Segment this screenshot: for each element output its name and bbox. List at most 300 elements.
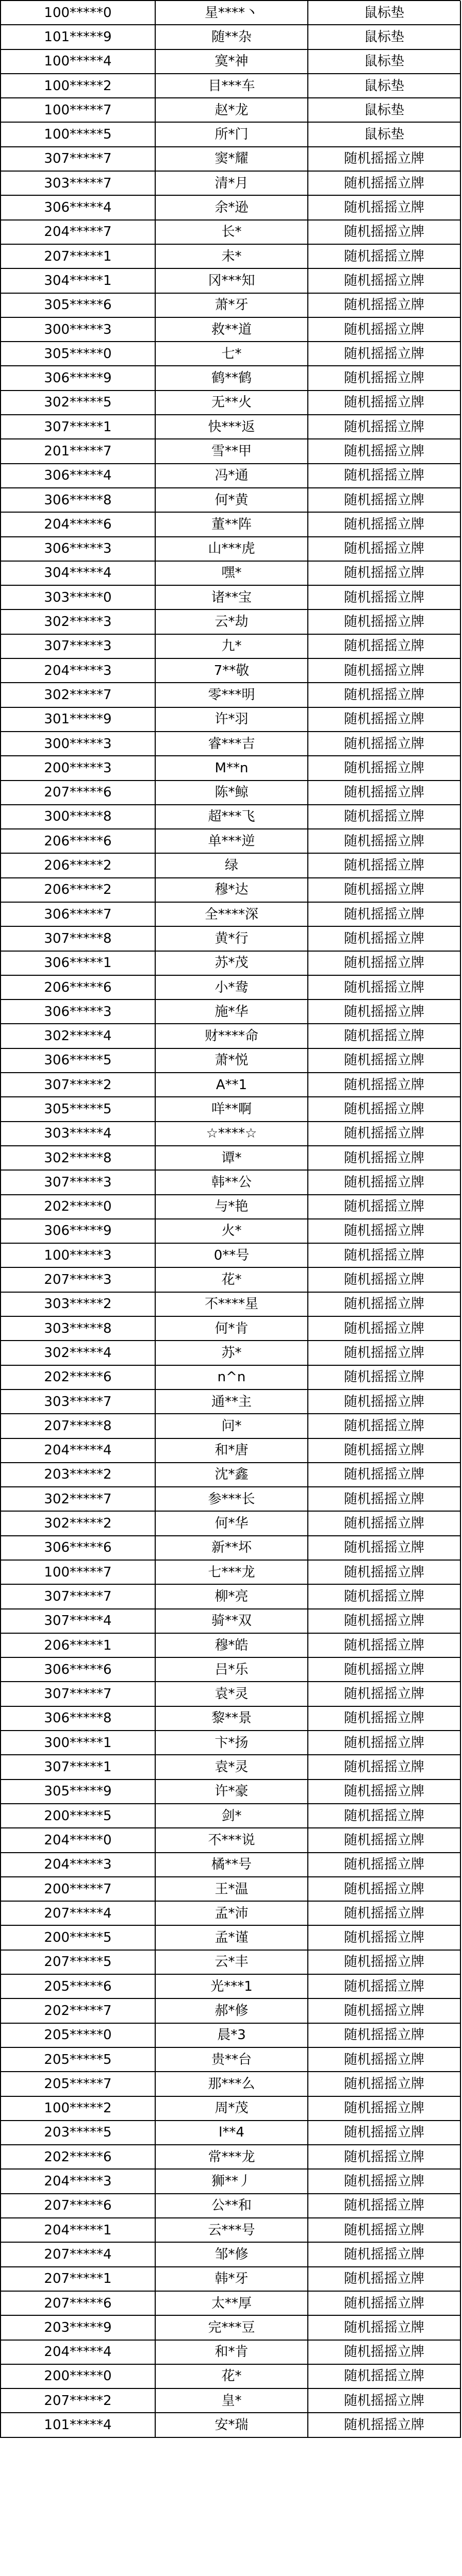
table-row <box>1 1389 460 1414</box>
table-row <box>1 951 460 975</box>
table-row <box>1 2413 460 2437</box>
prize-cell: 随机摇摇立牌 <box>308 220 460 244</box>
table-row <box>1 2315 460 2340</box>
nickname-cell: 安*瑞 <box>155 2413 308 2437</box>
table-row <box>1 1828 460 1852</box>
prize-cell: 随机摇摇立牌 <box>308 1267 460 1292</box>
user-id-cell: 302*****4 <box>1 1341 155 1365</box>
nickname-cell: 贵**台 <box>155 2047 308 2072</box>
prize-cell: 随机摇摇立牌 <box>308 951 460 975</box>
user-id-cell: 207*****8 <box>1 1414 155 1438</box>
table-row <box>1 464 460 488</box>
prize-cell: 随机摇摇立牌 <box>308 1804 460 1828</box>
table-row <box>1 1706 460 1731</box>
user-id-cell: 307*****7 <box>1 1682 155 1706</box>
nickname-cell: 常***龙 <box>155 2145 308 2169</box>
table-row <box>1 853 460 877</box>
table-row <box>1 999 460 1024</box>
user-id-cell: 207*****4 <box>1 2242 155 2266</box>
user-id-cell: 206*****6 <box>1 975 155 999</box>
user-id-cell: 100*****4 <box>1 49 155 74</box>
table-row <box>1 1633 460 1657</box>
user-id-cell: 203*****5 <box>1 2121 155 2145</box>
prize-cell: 随机摇摇立牌 <box>308 512 460 536</box>
user-id-cell: 300*****1 <box>1 1731 155 1755</box>
table-row <box>1 1463 460 1487</box>
table-row <box>1 195 460 219</box>
prize-cell: 随机摇摇立牌 <box>308 1195 460 1219</box>
table-row <box>1 2388 460 2413</box>
prize-cell: 随机摇摇立牌 <box>308 2169 460 2193</box>
prize-cell: 随机摇摇立牌 <box>308 2340 460 2364</box>
prize-cell: 随机摇摇立牌 <box>308 1780 460 1804</box>
nickname-cell: 萧*悦 <box>155 1048 308 1073</box>
table-row <box>1 829 460 853</box>
nickname-cell: 柳*亮 <box>155 1584 308 1608</box>
prize-cell: 随机摇摇立牌 <box>308 342 460 366</box>
nickname-cell: 穆*达 <box>155 878 308 902</box>
nickname-cell: 韩*牙 <box>155 2267 308 2291</box>
prize-cell: 鼠标垫 <box>308 98 460 122</box>
user-id-cell: 207*****5 <box>1 1950 155 1974</box>
nickname-cell: 花* <box>155 1267 308 1292</box>
user-id-cell: 307*****3 <box>1 634 155 658</box>
prize-cell: 随机摇摇立牌 <box>308 244 460 268</box>
table-row <box>1 512 460 536</box>
nickname-cell: 卞*扬 <box>155 1731 308 1755</box>
prize-cell: 随机摇摇立牌 <box>308 439 460 463</box>
prize-cell: 随机摇摇立牌 <box>308 1511 460 1535</box>
user-id-cell: 305*****0 <box>1 342 155 366</box>
user-id-cell: 307*****4 <box>1 1609 155 1633</box>
table-row <box>1 1341 460 1365</box>
table-row <box>1 2169 460 2193</box>
user-id-cell: 101*****4 <box>1 2413 155 2437</box>
prize-cell: 随机摇摇立牌 <box>308 268 460 293</box>
user-id-cell: 304*****4 <box>1 561 155 585</box>
prize-cell: 随机摇摇立牌 <box>308 1170 460 1194</box>
table-row <box>1 1438 460 1463</box>
table-row <box>1 658 460 683</box>
user-id-cell: 307*****1 <box>1 1755 155 1779</box>
nickname-cell: 萧*牙 <box>155 293 308 317</box>
nickname-cell: ☆****☆ <box>155 1122 308 1146</box>
user-id-cell: 200*****5 <box>1 1925 155 1950</box>
prize-cell: 随机摇摇立牌 <box>308 1122 460 1146</box>
user-id-cell: 302*****2 <box>1 1511 155 1535</box>
nickname-cell: 陈*鲸 <box>155 781 308 805</box>
nickname-cell: 九* <box>155 634 308 658</box>
nickname-cell: 云*劫 <box>155 609 308 634</box>
user-id-cell: 202*****0 <box>1 1195 155 1219</box>
user-id-cell: 200*****7 <box>1 1877 155 1901</box>
prize-cell: 随机摇摇立牌 <box>308 1609 460 1633</box>
prize-cell: 随机摇摇立牌 <box>308 415 460 439</box>
prize-cell: 鼠标垫 <box>308 25 460 49</box>
prize-cell: 随机摇摇立牌 <box>308 1950 460 1974</box>
prize-cell: 随机摇摇立牌 <box>308 609 460 634</box>
prize-cell: 随机摇摇立牌 <box>308 2218 460 2242</box>
nickname-cell: 王*温 <box>155 1877 308 1901</box>
winners-table <box>1 1 461 2438</box>
user-id-cell: 307*****3 <box>1 1170 155 1194</box>
nickname-cell: 七***龙 <box>155 1560 308 1584</box>
user-id-cell: 200*****0 <box>1 2364 155 2388</box>
nickname-cell: 光***1 <box>155 1974 308 1998</box>
prize-cell: 随机摇摇立牌 <box>308 1341 460 1365</box>
nickname-cell: 火* <box>155 1219 308 1243</box>
prize-cell: 随机摇摇立牌 <box>308 1438 460 1463</box>
table-row <box>1 2121 460 2145</box>
prize-cell: 随机摇摇立牌 <box>308 2121 460 2145</box>
table-row <box>1 926 460 951</box>
table-row <box>1 1048 460 1073</box>
user-id-cell: 204*****3 <box>1 658 155 683</box>
table-row <box>1 1365 460 1389</box>
table-row <box>1 781 460 805</box>
prize-cell: 随机摇摇立牌 <box>308 2145 460 2169</box>
table-row <box>1 1292 460 1316</box>
user-id-cell: 200*****5 <box>1 1804 155 1828</box>
nickname-cell: 太**厚 <box>155 2291 308 2315</box>
table-row <box>1 2364 460 2388</box>
nickname-cell: 雪**甲 <box>155 439 308 463</box>
nickname-cell: 董**阵 <box>155 512 308 536</box>
prize-cell: 随机摇摇立牌 <box>308 1024 460 1048</box>
user-id-cell: 207*****1 <box>1 244 155 268</box>
table-row <box>1 1998 460 2023</box>
table-row <box>1 49 460 74</box>
table-row <box>1 1243 460 1267</box>
table-row <box>1 975 460 999</box>
prize-cell: 随机摇摇立牌 <box>308 2194 460 2218</box>
table-row <box>1 122 460 146</box>
user-id-cell: 207*****6 <box>1 2194 155 2218</box>
prize-cell: 随机摇摇立牌 <box>308 1487 460 1511</box>
prize-cell: 随机摇摇立牌 <box>308 2413 460 2437</box>
user-id-cell: 303*****7 <box>1 1389 155 1414</box>
nickname-cell: 公**和 <box>155 2194 308 2218</box>
nickname-cell: 和*肯 <box>155 2340 308 2364</box>
user-id-cell: 206*****2 <box>1 878 155 902</box>
table-row <box>1 1657 460 1682</box>
nickname-cell: 施*华 <box>155 999 308 1024</box>
user-id-cell: 204*****0 <box>1 1828 155 1852</box>
prize-cell: 随机摇摇立牌 <box>308 293 460 317</box>
prize-cell: 随机摇摇立牌 <box>308 2364 460 2388</box>
table-row <box>1 1755 460 1779</box>
table-row <box>1 878 460 902</box>
user-id-cell: 306*****6 <box>1 1657 155 1682</box>
nickname-cell: 嘿* <box>155 561 308 585</box>
nickname-cell: 山***虎 <box>155 537 308 561</box>
table-row <box>1 2023 460 2047</box>
user-id-cell: 302*****7 <box>1 683 155 707</box>
table-row <box>1 439 460 463</box>
prize-cell: 随机摇摇立牌 <box>308 829 460 853</box>
prize-cell: 随机摇摇立牌 <box>308 317 460 342</box>
table-row <box>1 2218 460 2242</box>
nickname-cell: 何*黄 <box>155 488 308 512</box>
prize-cell: 随机摇摇立牌 <box>308 1463 460 1487</box>
nickname-cell: 新**坏 <box>155 1536 308 1560</box>
prize-cell: 随机摇摇立牌 <box>308 853 460 877</box>
nickname-cell: 吕*乐 <box>155 1657 308 1682</box>
user-id-cell: 302*****3 <box>1 609 155 634</box>
prize-cell: 随机摇摇立牌 <box>308 1828 460 1852</box>
prize-cell: 随机摇摇立牌 <box>308 1853 460 1877</box>
table-row <box>1 2145 460 2169</box>
user-id-cell: 201*****7 <box>1 439 155 463</box>
nickname-cell: 云*丰 <box>155 1950 308 1974</box>
table-row <box>1 732 460 756</box>
user-id-cell: 307*****8 <box>1 926 155 951</box>
table-row <box>1 220 460 244</box>
nickname-cell: 咩**啊 <box>155 1097 308 1121</box>
user-id-cell: 100*****7 <box>1 1560 155 1584</box>
user-id-cell: 307*****1 <box>1 415 155 439</box>
user-id-cell: 305*****5 <box>1 1097 155 1121</box>
prize-cell: 随机摇摇立牌 <box>308 1073 460 1097</box>
table-row <box>1 1267 460 1292</box>
nickname-cell: 云***号 <box>155 2218 308 2242</box>
prize-cell: 随机摇摇立牌 <box>308 585 460 609</box>
prize-cell: 随机摇摇立牌 <box>308 805 460 829</box>
prize-cell: 随机摇摇立牌 <box>308 464 460 488</box>
prize-cell: 随机摇摇立牌 <box>308 1414 460 1438</box>
nickname-cell: 救**道 <box>155 317 308 342</box>
prize-cell: 随机摇摇立牌 <box>308 1584 460 1608</box>
nickname-cell: 目***车 <box>155 74 308 98</box>
user-id-cell: 206*****2 <box>1 853 155 877</box>
prize-cell: 随机摇摇立牌 <box>308 2096 460 2121</box>
table-row <box>1 1731 460 1755</box>
user-id-cell: 306*****7 <box>1 902 155 926</box>
nickname-cell: 随**杂 <box>155 25 308 49</box>
nickname-cell: 不***说 <box>155 1828 308 1852</box>
prize-cell: 随机摇摇立牌 <box>308 2388 460 2413</box>
nickname-cell: l**4 <box>155 2121 308 2145</box>
nickname-cell: 冈***知 <box>155 268 308 293</box>
user-id-cell: 303*****7 <box>1 171 155 195</box>
nickname-cell: 狮**丿 <box>155 2169 308 2193</box>
nickname-cell: 单***逆 <box>155 829 308 853</box>
prize-cell: 随机摇摇立牌 <box>308 1097 460 1121</box>
user-id-cell: 100*****2 <box>1 2096 155 2121</box>
prize-cell: 随机摇摇立牌 <box>308 732 460 756</box>
table-row <box>1 2047 460 2072</box>
user-id-cell: 306*****6 <box>1 1536 155 1560</box>
user-id-cell: 306*****5 <box>1 1048 155 1073</box>
user-id-cell: 303*****2 <box>1 1292 155 1316</box>
nickname-cell: 袁*灵 <box>155 1755 308 1779</box>
prize-cell: 随机摇摇立牌 <box>308 1633 460 1657</box>
prize-cell: 随机摇摇立牌 <box>308 1925 460 1950</box>
nickname-cell: 绿 <box>155 853 308 877</box>
table-row <box>1 2291 460 2315</box>
user-id-cell: 202*****6 <box>1 1365 155 1389</box>
table-row <box>1 1316 460 1341</box>
nickname-cell: 许*羽 <box>155 707 308 732</box>
prize-cell: 随机摇摇立牌 <box>308 1389 460 1414</box>
table-row <box>1 293 460 317</box>
prize-cell: 随机摇摇立牌 <box>308 1316 460 1341</box>
nickname-cell: 无**火 <box>155 391 308 415</box>
nickname-cell: 星****丶 <box>155 1 308 25</box>
nickname-cell: 黄*行 <box>155 926 308 951</box>
prize-cell: 随机摇摇立牌 <box>308 902 460 926</box>
table-row <box>1 171 460 195</box>
prize-cell: 随机摇摇立牌 <box>308 561 460 585</box>
prize-cell: 随机摇摇立牌 <box>308 391 460 415</box>
nickname-cell: 皇* <box>155 2388 308 2413</box>
table-row <box>1 1024 460 1048</box>
nickname-cell: 赵*龙 <box>155 98 308 122</box>
user-id-cell: 207*****1 <box>1 2267 155 2291</box>
user-id-cell: 205*****0 <box>1 2023 155 2047</box>
prize-cell: 随机摇摇立牌 <box>308 1877 460 1901</box>
nickname-cell: 寞*神 <box>155 49 308 74</box>
nickname-cell: 零***明 <box>155 683 308 707</box>
nickname-cell: 穆*皓 <box>155 1633 308 1657</box>
nickname-cell: 剑* <box>155 1804 308 1828</box>
prize-cell: 随机摇摇立牌 <box>308 1146 460 1170</box>
nickname-cell: 孟*谨 <box>155 1925 308 1950</box>
nickname-cell: 0**号 <box>155 1243 308 1267</box>
prize-cell: 随机摇摇立牌 <box>308 2072 460 2096</box>
nickname-cell: 清*月 <box>155 171 308 195</box>
table-row <box>1 1146 460 1170</box>
user-id-cell: 206*****1 <box>1 1633 155 1657</box>
table-row <box>1 1170 460 1194</box>
user-id-cell: 202*****7 <box>1 1998 155 2023</box>
prize-cell: 随机摇摇立牌 <box>308 878 460 902</box>
nickname-cell: 花* <box>155 2364 308 2388</box>
table-row <box>1 244 460 268</box>
nickname-cell: 孟*沛 <box>155 1901 308 1925</box>
prize-cell: 随机摇摇立牌 <box>308 1365 460 1389</box>
nickname-cell: 黎**景 <box>155 1706 308 1731</box>
user-id-cell: 306*****9 <box>1 1219 155 1243</box>
nickname-cell: n^n <box>155 1365 308 1389</box>
nickname-cell: 谭* <box>155 1146 308 1170</box>
table-row <box>1 391 460 415</box>
table-body <box>1 1 460 2437</box>
nickname-cell: 通**主 <box>155 1389 308 1414</box>
user-id-cell: 100*****7 <box>1 98 155 122</box>
nickname-cell: 沈*鑫 <box>155 1463 308 1487</box>
prize-cell: 随机摇摇立牌 <box>308 999 460 1024</box>
nickname-cell: 完***豆 <box>155 2315 308 2340</box>
user-id-cell: 306*****4 <box>1 464 155 488</box>
table-row <box>1 2340 460 2364</box>
table-row <box>1 585 460 609</box>
user-id-cell: 305*****9 <box>1 1780 155 1804</box>
user-id-cell: 204*****1 <box>1 2218 155 2242</box>
table-row <box>1 1877 460 1901</box>
prize-cell: 鼠标垫 <box>308 1 460 25</box>
table-row <box>1 1487 460 1511</box>
prize-cell: 随机摇摇立牌 <box>308 1755 460 1779</box>
nickname-cell: 所*门 <box>155 122 308 146</box>
user-id-cell: 205*****7 <box>1 2072 155 2096</box>
table-row <box>1 1901 460 1925</box>
nickname-cell: 小*鸯 <box>155 975 308 999</box>
user-id-cell: 100*****3 <box>1 1243 155 1267</box>
table-row <box>1 1414 460 1438</box>
user-id-cell: 302*****7 <box>1 1487 155 1511</box>
table-row <box>1 902 460 926</box>
prize-cell: 随机摇摇立牌 <box>308 1974 460 1998</box>
table-row <box>1 1073 460 1097</box>
prize-cell: 随机摇摇立牌 <box>308 683 460 707</box>
prize-cell: 随机摇摇立牌 <box>308 1657 460 1682</box>
prize-cell: 随机摇摇立牌 <box>308 1243 460 1267</box>
table-row <box>1 1097 460 1121</box>
user-id-cell: 204*****3 <box>1 2169 155 2193</box>
table-row <box>1 1511 460 1535</box>
nickname-cell: 冯*通 <box>155 464 308 488</box>
nickname-cell: 快***返 <box>155 415 308 439</box>
user-id-cell: 303*****0 <box>1 585 155 609</box>
user-id-cell: 203*****9 <box>1 2315 155 2340</box>
nickname-cell: 韩**公 <box>155 1170 308 1194</box>
user-id-cell: 306*****1 <box>1 951 155 975</box>
table-row <box>1 609 460 634</box>
prize-cell: 随机摇摇立牌 <box>308 1219 460 1243</box>
table-row <box>1 1950 460 1974</box>
user-id-cell: 100*****2 <box>1 74 155 98</box>
nickname-cell: 超***飞 <box>155 805 308 829</box>
nickname-cell: M**n <box>155 756 308 780</box>
prize-cell: 随机摇摇立牌 <box>308 2023 460 2047</box>
user-id-cell: 204*****3 <box>1 1853 155 1877</box>
prize-cell: 随机摇摇立牌 <box>308 1560 460 1584</box>
prize-cell: 随机摇摇立牌 <box>308 2291 460 2315</box>
user-id-cell: 303*****8 <box>1 1316 155 1341</box>
table-row <box>1 1609 460 1633</box>
user-id-cell: 306*****4 <box>1 195 155 219</box>
table-row <box>1 1780 460 1804</box>
table-row <box>1 561 460 585</box>
nickname-cell: 何*肯 <box>155 1316 308 1341</box>
user-id-cell: 207*****4 <box>1 1901 155 1925</box>
prize-cell: 随机摇摇立牌 <box>308 975 460 999</box>
nickname-cell: 七* <box>155 342 308 366</box>
user-id-cell: 202*****6 <box>1 2145 155 2169</box>
table-row <box>1 1682 460 1706</box>
nickname-cell: 何*华 <box>155 1511 308 1535</box>
user-id-cell: 204*****7 <box>1 220 155 244</box>
table-row <box>1 1536 460 1560</box>
table-row <box>1 2267 460 2291</box>
user-id-cell: 200*****3 <box>1 756 155 780</box>
table-row <box>1 1584 460 1608</box>
user-id-cell: 305*****6 <box>1 293 155 317</box>
table-row <box>1 1804 460 1828</box>
nickname-cell: 周*茂 <box>155 2096 308 2121</box>
nickname-cell: 诸**宝 <box>155 585 308 609</box>
prize-cell: 随机摇摇立牌 <box>308 171 460 195</box>
table-row <box>1 268 460 293</box>
table-row <box>1 317 460 342</box>
nickname-cell: 许*豪 <box>155 1780 308 1804</box>
table-row <box>1 1219 460 1243</box>
nickname-cell: 问* <box>155 1414 308 1438</box>
nickname-cell: 财****命 <box>155 1024 308 1048</box>
nickname-cell: 袁*灵 <box>155 1682 308 1706</box>
nickname-cell: 和*唐 <box>155 1438 308 1463</box>
